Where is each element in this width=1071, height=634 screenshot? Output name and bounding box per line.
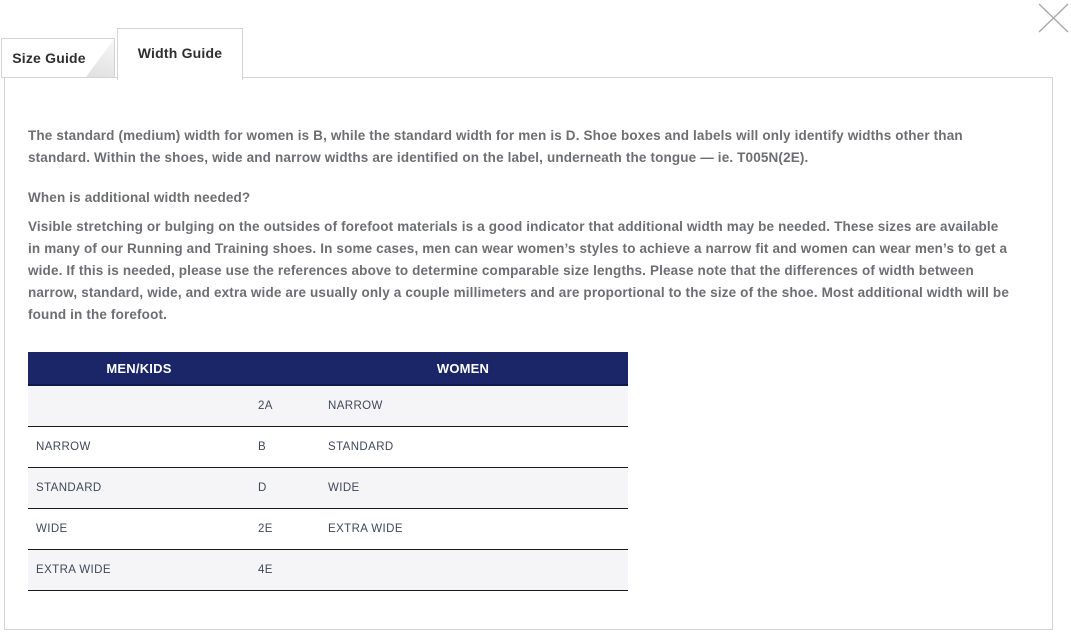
close-button[interactable] bbox=[1035, 1, 1071, 35]
tab-size-guide-label: Size Guide bbox=[12, 50, 86, 66]
women-width-cell: STANDARD bbox=[328, 440, 394, 453]
tab-width-guide-label: Width Guide bbox=[137, 44, 223, 61]
women-width-cell: WIDE bbox=[328, 481, 360, 494]
width-code-cell: D bbox=[258, 481, 267, 494]
width-comparison-table bbox=[28, 352, 628, 591]
table-row bbox=[28, 508, 628, 549]
men-width-cell bbox=[28, 385, 250, 426]
table-header-row bbox=[28, 352, 628, 385]
header-women: WOMEN bbox=[250, 352, 628, 385]
width-guide-content bbox=[5, 78, 1052, 591]
men-width-cell: NARROW bbox=[36, 440, 91, 453]
width-guide-panel bbox=[4, 77, 1053, 630]
section-body-paragraph: Visible stretching or bulging on the outsides of forefoot materials is a good indicator that additional width may be needed. These sizes are available in many of our Running and Training shoes. In some cases, men can wear women’s styles to achieve a narrow fit and women can wear men’s to get a wide. If this is needed, please use the references above to determine comparable size lengths. Please note that the differences of width between narrow, standard, wide, and extra wide are usually only a couple millimeters and are proportional to the size of the shoe. Most additional width will be found in the forefoot. bbox=[28, 219, 1009, 322]
width-code-cell: 4E bbox=[258, 563, 273, 576]
women-width-cell: NARROW bbox=[328, 399, 383, 412]
women-width-cell: EXTRA WIDE bbox=[328, 522, 403, 535]
table-row bbox=[28, 385, 628, 426]
width-code-cell: B bbox=[258, 440, 267, 453]
close-icon bbox=[1035, 23, 1071, 38]
men-width-cell: STANDARD bbox=[36, 481, 102, 494]
width-code-cell: 2E bbox=[258, 522, 273, 535]
table-row bbox=[28, 549, 628, 590]
tab-size-guide[interactable] bbox=[1, 38, 115, 78]
tab-width-guide[interactable] bbox=[117, 28, 243, 80]
table-row bbox=[28, 467, 628, 508]
women-width-cell bbox=[320, 549, 628, 590]
tab-fold-shadow bbox=[86, 39, 114, 77]
width-code-cell: 2A bbox=[258, 399, 273, 412]
table-row bbox=[28, 426, 628, 467]
men-width-cell: WIDE bbox=[36, 522, 68, 535]
section-heading: When is additional width needed? bbox=[28, 190, 251, 205]
header-men-kids: MEN/KIDS bbox=[28, 352, 250, 385]
intro-paragraph: The standard (medium) width for women is B, while the standard width for men is D. Shoe boxes and labels will only identify widths other than standard. Within the shoes, wide and narrow widths are identified on the label, underneath the tongue — ie. T005N(2E). bbox=[28, 128, 963, 165]
men-width-cell: EXTRA WIDE bbox=[36, 563, 111, 576]
